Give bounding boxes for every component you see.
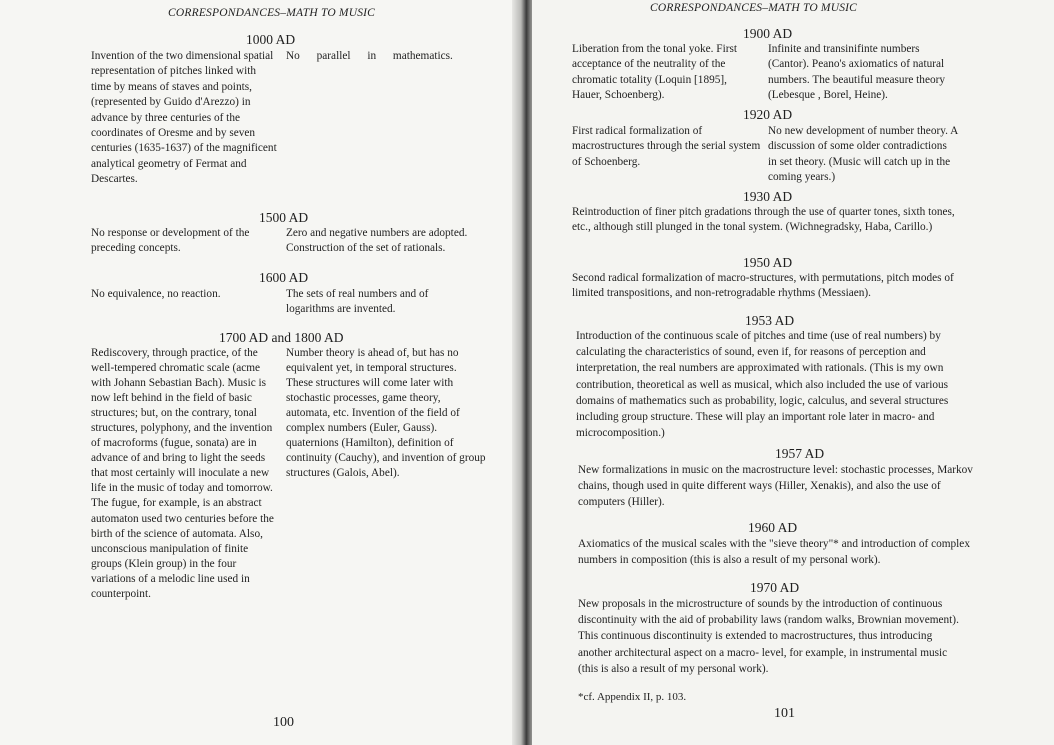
math-1000-ad: No parallel in mathematics. (286, 50, 453, 62)
heading-1950-ad: 1950 AD (743, 255, 793, 270)
heading-1900-ad: 1900 AD (743, 26, 793, 41)
music-1700-1800-ad: Rediscovery, through practice, of the well-tempered chromatic scale (acme with Johann Sebastian Bach). Music is now left behind in the field of basic structures; but, on the contrary, tonal structures, polyphony, and the invention of macroforms (fugue, sonata) are in advance of and bring to light the seeds that most certainly will inoculate a new life in the music of today and tomorrow. The fugue, for example, is an abstract automaton used two centuries before the birth of the science of automata. Also, unconscious manipulation of finite groups (Klein group) in the four variations of a melodic line used in counterpoint. (91, 347, 274, 600)
heading-1600-ad: 1600 AD (259, 270, 309, 285)
heading-1960-ad: 1960 AD (748, 520, 798, 535)
text-1970-ad: New proposals in the microstructure of sounds by the introduction of continuous discontinuity with the aid of probability laws (random walks, Brownian movement). This continuous discontinuity is extended to macrostructures, thus introducing another architectural aspect on a macro- level, for example, in instrumental music (this is also a result of my personal work). (578, 598, 959, 675)
music-1000-ad: Invention of the two dimensional spatial representation of pitches linked with time by means of staves and points, (represented by Guido d'Arezzo) in advance by three centuries of the coordinates of Oresme and by seven centuries (1635-1637) of the magnificent analytical geometry of Fermat and Descartes. (91, 50, 277, 186)
text-1953-ad: Introduction of the continuous scale of pitches and time (use of real numbers) by calculating the characteristics of sound, even if, for reasons of perception and interpretation, the real numbers are approximated with rationals. (This is my own contribution, theoretical as well as musical, which also included the use of various domains of mathematics such as probability, logic, calculus, and several structures including group structure. These will play an important role later in macro- and microcomposition.) (576, 330, 949, 440)
heading-1970-ad: 1970 AD (750, 580, 800, 595)
right-page-number: 101 (774, 706, 795, 721)
left-page (0, 0, 520, 745)
left-running-head: CORRESPONDANCES–MATH TO MUSIC (168, 7, 376, 19)
right-page (532, 0, 1054, 745)
heading-1920-ad: 1920 AD (743, 107, 793, 122)
math-1920-ad: No new development of number theory. A discussion of some older contradictions in set theory. (Music will catch up in the coming years.) (768, 125, 958, 184)
music-1900-ad: Liberation from the tonal yoke. First acceptance of the neutrality of the chromatic totality (Loquin [1895], Hauer, Schoenberg). (572, 43, 738, 102)
heading-1000-ad: 1000 AD (246, 32, 296, 47)
heading-1700-1800-ad: 1700 AD and 1800 AD (219, 330, 344, 345)
text-1957-ad: New formalizations in music on the macrostructure level: stochastic processes, Markov chains, though used in quite different ways (Hiller, Xenakis), and also the use of computers (Hiller). (578, 464, 973, 509)
math-1500-ad: Zero and negative numbers are adopted. Construction of the set of rationals. (286, 227, 468, 255)
music-1600-ad: No equivalence, no reaction. (91, 288, 221, 300)
math-1600-ad: The sets of real numbers and of logarithms are invented. (286, 288, 429, 316)
text-1960-ad: Axiomatics of the musical scales with the "sieve theory"* and introduction of complex numbers in composition (this is also a result of my personal work). (578, 538, 970, 567)
text-1950-ad: Second radical formalization of macro-structures, with permutations, pitch modes of limited transpositions, and non-retrogradable rhythms (Messiaen). (572, 272, 954, 300)
music-1500-ad: No response or development of the preceding concepts. (91, 227, 250, 255)
math-1700-1800-ad: Number theory is ahead of, but has no equivalent yet, in temporal structures. These structures will come later with stochastic processes, game theory, automata, etc. Invention of the field of complex numbers (Euler, Gauss). quaternions (Hamilton), definition of continuity (Cauchy), and invention of group structures (Galois, Abel). (286, 347, 486, 480)
heading-1500-ad: 1500 AD (259, 210, 309, 225)
heading-1930-ad: 1930 AD (743, 189, 793, 204)
text-1930-ad: Reintroduction of finer pitch gradations through the use of quarter tones, sixth tones, etc., although still plunged in the tonal system. (Wichnegradsky, Haba, Carillo.) (572, 206, 955, 234)
footnote: *cf. Appendix II, p. 103. (578, 691, 687, 703)
heading-1953-ad: 1953 AD (745, 313, 795, 328)
right-running-head: CORRESPONDANCES–MATH TO MUSIC (650, 2, 858, 14)
math-1900-ad: Infinite and transinifinte numbers (Cantor). Peano's axiomatics of natural numbers. The beautiful measure theory (Lebesque , Borel, Heine). (768, 43, 946, 102)
heading-1957-ad: 1957 AD (775, 446, 825, 461)
left-page-number: 100 (273, 715, 294, 730)
music-1920-ad: First radical formalization of macrostructures through the serial system of Schoenberg. (572, 125, 761, 168)
